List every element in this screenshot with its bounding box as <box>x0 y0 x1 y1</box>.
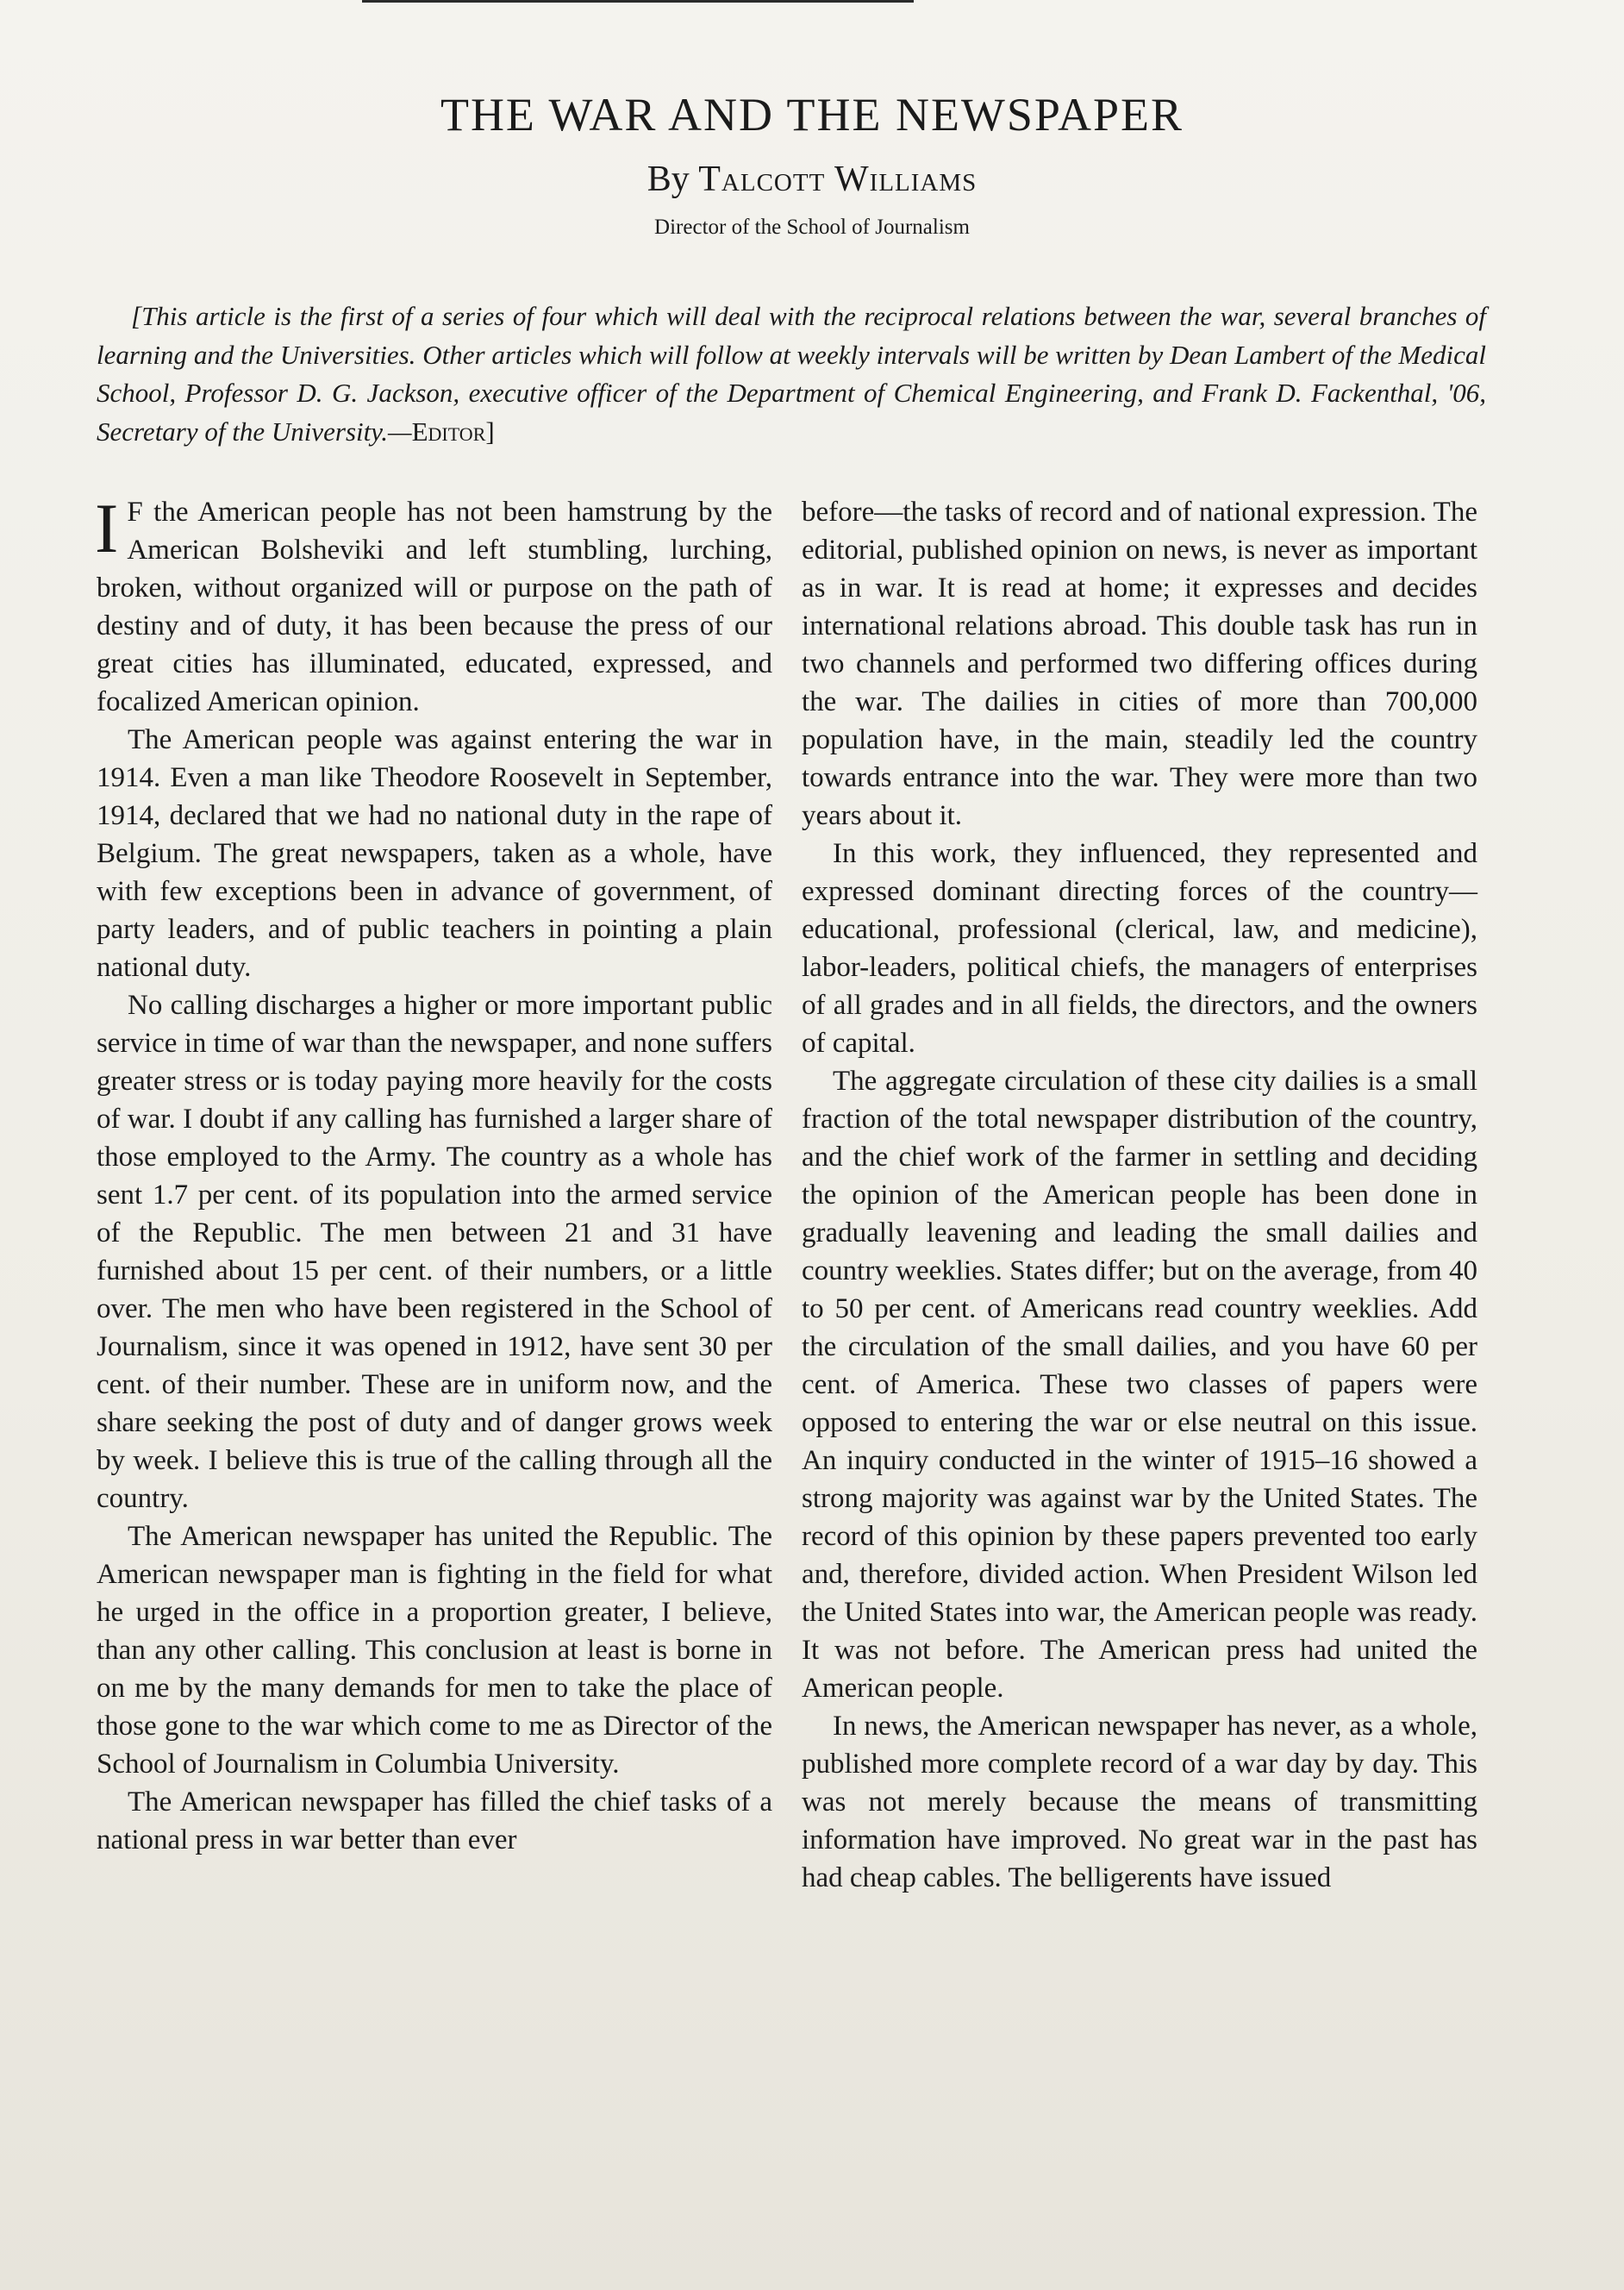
paragraph: The American people was against entering the war in 1914. Even a man like Theodore Roosevelt in September, 1914, declared that we had no national duty in the rape of Belgium. The great newspapers, taken as a whole, have with few exceptions been in advance of government, of party leaders, and of public teachers in pointing a plain national duty. <box>97 724 772 983</box>
author-role: Director of the School of Journalism <box>654 216 970 239</box>
paragraph: The American newspaper has united the Republic. The American newspaper man is fighting in the field for what he urged in the office in a proportion greater, I believe, than any other calling. This conclusion at least is borne in on me by the many demands for men to take the place of those gone to the war which come to me as Director of the School of Journalism in Columbia University. <box>97 1521 772 1780</box>
paragraph: before—the tasks of record and of national expression. The editorial, published opinion on news, is never as important as in war. It is read at home; it expresses and decides international relations abroad. This double task has run in two channels and performed two differing offices during the war. The dailies in cities of more than 700,000 population have, in the main, steadily led the country towards entrance into the war. They were more than two years about it. <box>802 497 1477 831</box>
article-title: THE WAR AND THE NEWSPAPER <box>440 89 1184 141</box>
editor-note <box>97 297 1486 451</box>
editor-sign: Editor] <box>411 416 495 447</box>
left-column <box>95 489 772 1859</box>
paragraph: The American newspaper has filled the chief tasks of a national press in war better than ever <box>97 1786 772 1855</box>
author-name: Talcott Williams <box>698 160 978 199</box>
drop-cap: I <box>95 489 119 567</box>
byline <box>0 159 1624 200</box>
top-rule <box>362 0 914 3</box>
paragraph: The aggregate circulation of these city dailies is a small fraction of the total newspaper distribution of the country, and the chief work of the farmer in settling and deciding the opinion of the American people has been done in gradually leavening and leading the small dailies and country weeklies. States differ; but on the average, from 40 to 50 per cent. of Americans read country weeklies. Add the circulation of the small dailies, and you have 60 per cent. of America. These two classes of papers were opposed to entering the war or else neutral on this issue. An inquiry conducted in the winter of 1915–16 showed a strong majority was against war by the United States. The record of this opinion by these papers prevented too early and, therefore, divided action. When President Wilson led the United States into war, the American people was ready. It was not before. The American press had united the American people. <box>802 1066 1477 1704</box>
right-column <box>802 493 1477 1897</box>
byline-prefix: By <box>646 160 690 199</box>
paragraph <box>95 489 772 721</box>
paragraph: In news, the American newspaper has never, as a whole, published more complete record of a war day by day. This was not merely because the means of transmitting information have improved. No great war in the past has had cheap cables. The belligerents have issued <box>802 1711 1477 1893</box>
paragraph: In this work, they influenced, they represented and expressed dominant directing forces of the country—educational, professional (clerical, law, and medicine), labor-leaders, political chiefs, the managers of enterprises of all grades and in all fields, the directors, and the owners of capital. <box>802 838 1477 1059</box>
editor-note-text: [This article is the first of a series of four which will deal with the reciprocal relations between the war, several branches of learning and the Universities. Other articles which will follow at weekly intervals will be written by Dean Lambert of the Medical School, Professor D. G. Jackson, executive officer of the Department of Chemical Engineering, and Frank D. Fackenthal, '06, Secretary of the University.— <box>97 301 1486 447</box>
paragraph-text: F the American people has not been hamstrung by the American Bolsheviki and left stumbling, lurching, broken, without organized will or purpose on the path of destiny and of duty, it has been because the press of our great cities has illuminated, educated, expressed, and focalized American opinion. <box>97 497 772 717</box>
paragraph: No calling discharges a higher or more important public service in time of war than the newspaper, and none suffers greater stress or is today paying more heavily for the costs of war. I doubt if any calling has furnished a larger share of those employed to the Army. The country as a whole has sent 1.7 per cent. of its population into the armed service of the Republic. The men between 21 and 31 have furnished about 15 per cent. of their numbers, or a little over. The men who have been registered in the School of Journalism, since it was opened in 1912, have sent 30 per cent. of their number. These are in uniform now, and the share seeking the post of duty and of danger grows week by week. I believe this is true of the calling through all the country. <box>97 990 772 1514</box>
